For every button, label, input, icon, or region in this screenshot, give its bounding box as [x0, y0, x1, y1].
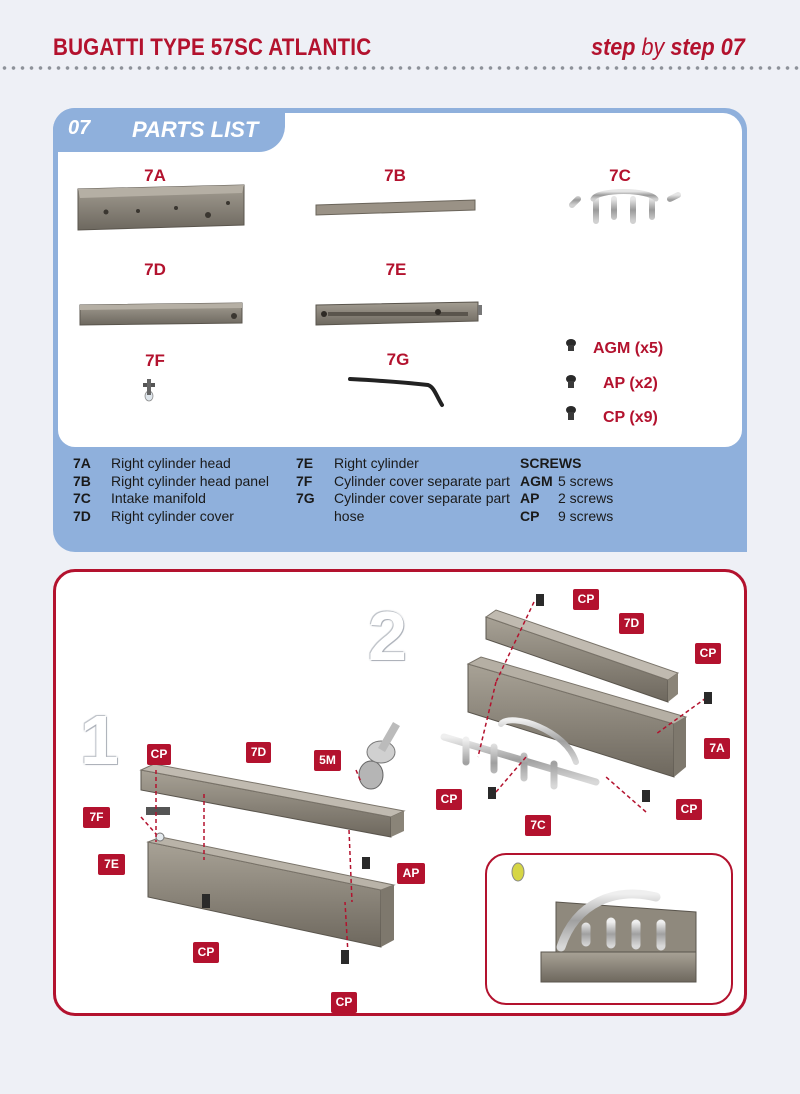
step-number-2: 2: [368, 597, 407, 675]
step-number-tab: 07: [68, 117, 91, 139]
tag-cp: CP: [573, 589, 599, 610]
parts-legend-col1: [73, 455, 269, 525]
step-number: 07: [720, 34, 745, 61]
screw-label-agm: AGM (x5): [593, 340, 664, 357]
detail-inset: [486, 854, 732, 1004]
legend-code: 7B: [73, 472, 91, 489]
part-label-7a: 7A: [144, 166, 166, 185]
step-word: step: [670, 34, 715, 61]
legend-desc: 2 screws: [558, 490, 614, 506]
parts-legend-col2: [296, 455, 510, 525]
part-7a-image: [78, 185, 244, 230]
part-7f-image: [143, 379, 155, 401]
legend-row: [73, 473, 269, 491]
part-label-7f: 7F: [145, 351, 165, 370]
legend-code: AP: [520, 490, 540, 506]
screw-agm-image: [566, 339, 576, 351]
screw-label-cp: CP (x9): [603, 409, 658, 426]
tag-7e: 7E: [98, 854, 125, 875]
tag-7c: 7C: [525, 815, 551, 836]
part-7c-image: [572, 192, 678, 222]
legend-row: [73, 455, 269, 473]
legend-row: [296, 508, 510, 526]
tag-ap: AP: [397, 863, 425, 884]
legend-code: 7E: [296, 455, 314, 471]
screw-cp-image: [566, 406, 576, 420]
tag-cp: CP: [695, 643, 721, 664]
tag-cp: CP: [676, 799, 702, 820]
screw-ap-image: [566, 375, 576, 388]
legend-code: 7A: [73, 455, 91, 471]
step-indicator: [591, 34, 745, 62]
legend-code: 7G: [296, 490, 315, 506]
step-word: step: [591, 34, 636, 61]
legend-desc: 9 screws: [558, 507, 614, 524]
step1-part-7e: [148, 837, 394, 947]
step1-part-5m: [359, 722, 400, 789]
parts-list-heading: PARTS LIST: [132, 117, 259, 142]
parts-illustrations: [58, 113, 742, 447]
tag-cp: CP: [193, 942, 219, 963]
tag-7d: 7D: [246, 742, 271, 763]
page-title: BUGATTI TYPE 57SC ATLANTIC: [53, 34, 372, 61]
legend-row: [296, 473, 510, 491]
screws-legend: [520, 455, 613, 525]
legend-code: 7F: [296, 472, 313, 489]
legend-code: CP: [520, 507, 540, 524]
tag-7a: 7A: [704, 738, 730, 759]
parts-list-tab: [53, 108, 285, 152]
legend-desc: Right cylinder: [334, 455, 419, 471]
legend-desc: Intake manifold: [111, 490, 206, 506]
legend-desc: Cylinder cover separate part: [334, 490, 510, 506]
legend-code: AGM: [520, 472, 553, 489]
parts-image-area: [58, 113, 742, 447]
part-label-7c: 7C: [609, 166, 631, 185]
dotted-divider: [0, 66, 800, 70]
legend-row: [296, 490, 510, 508]
part-label-7g: 7G: [386, 350, 410, 369]
legend-row: [520, 473, 613, 491]
legend-row: [520, 490, 613, 508]
legend-desc: Right cylinder cover: [111, 507, 234, 524]
legend-desc: 5 screws: [558, 472, 614, 489]
part-label-7b: 7B: [384, 166, 406, 185]
legend-row: [520, 508, 613, 526]
part-label-7d: 7D: [144, 260, 166, 279]
legend-code: 7D: [73, 507, 91, 524]
screws-heading: SCREWS: [520, 455, 582, 471]
legend-desc: Right cylinder head panel: [111, 472, 269, 489]
step-number-1: 1: [80, 701, 119, 779]
legend-row: [296, 455, 510, 473]
part-7b-image: [316, 200, 475, 215]
tag-cp: CP: [331, 992, 357, 1013]
legend-desc: hose: [334, 507, 365, 524]
legend-desc: Cylinder cover separate part: [334, 472, 510, 489]
part-7d-image: [80, 303, 242, 325]
tag-cp: CP: [436, 789, 462, 810]
tag-7f: 7F: [83, 807, 110, 828]
part-7g-image: [350, 379, 442, 405]
assembly-panel: [53, 569, 747, 1016]
screw-label-ap: AP (x2): [603, 375, 658, 392]
part-7e-image: [316, 302, 482, 325]
tag-5m: 5M: [314, 750, 341, 771]
legend-row: [73, 508, 269, 526]
part-label-7e: 7E: [385, 260, 407, 279]
legend-desc: Right cylinder head: [111, 455, 231, 471]
tag-7d: 7D: [619, 613, 644, 634]
legend-code: 7C: [73, 490, 91, 506]
step-by: by: [641, 34, 665, 61]
legend-row: [73, 490, 269, 508]
step1-part-7f: [146, 807, 170, 841]
tag-cp: CP: [147, 744, 171, 765]
